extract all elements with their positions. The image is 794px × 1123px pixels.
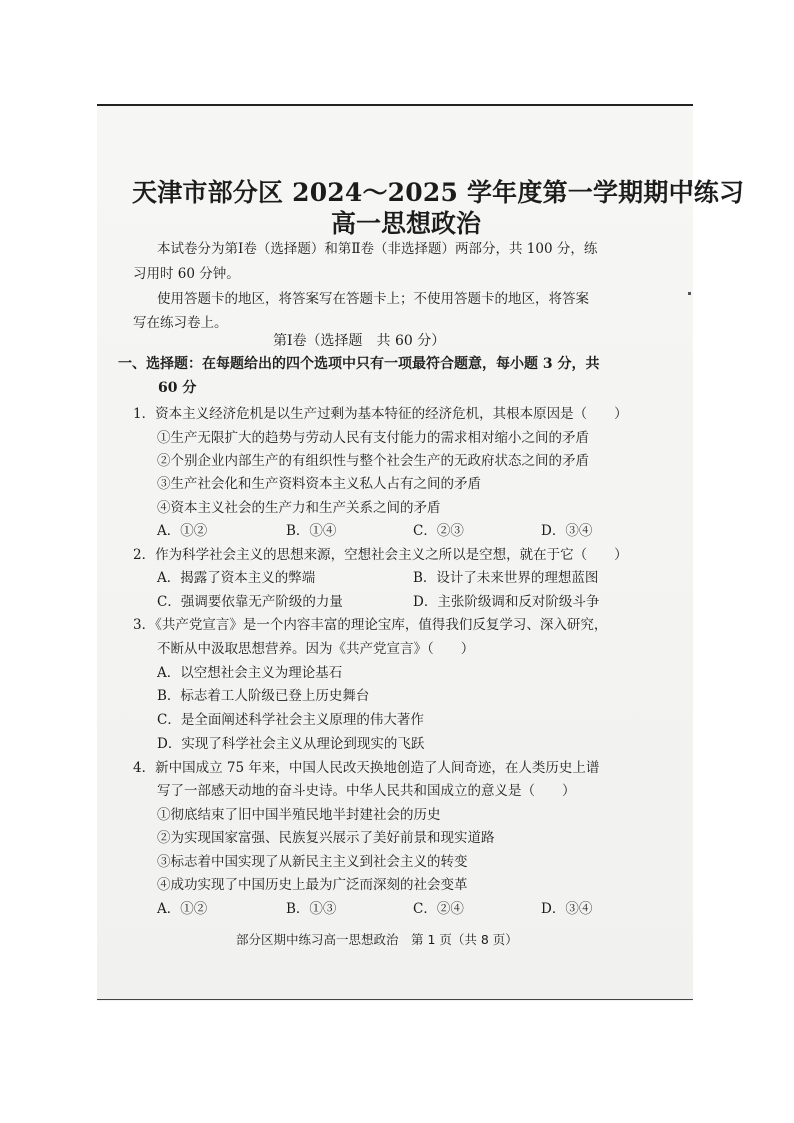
q4-option-c: C．②④ [413, 901, 464, 917]
page-footer: 部分区期中练习高一思想政治 第 1 页（共 8 页） [236, 932, 518, 947]
q1-statement-2: ②个别企业内部生产的有组织性与整个社会生产的无政府状态之间的矛盾 [157, 453, 589, 469]
q1-statement-3: ③生产社会化和生产资料资本主义私人占有之间的矛盾 [157, 476, 481, 492]
q3-option-a: A．以空想社会主义为理论基石 [157, 665, 343, 681]
q1-option-c: C．②③ [413, 523, 464, 539]
q2-option-a: A．揭露了资本主义的弊端 [157, 570, 316, 586]
exam-title: 天津市部分区 2024～2025 学年度第一学期期中练习 [132, 178, 745, 207]
intro-paragraph-2-cont: 写在练习卷上。 [133, 315, 228, 331]
q4-statement-1: ①彻底结束了旧中国半殖民地半封建社会的历史 [157, 807, 441, 823]
q4-option-b: B．①③ [286, 901, 337, 917]
q2-option-c: C．强调要依靠无产阶级的力量 [157, 594, 343, 610]
exam-subject: 高一思想政治 [331, 209, 482, 238]
q3-option-b: B．标志着工人阶级已登上历史舞台 [157, 688, 370, 704]
section-heading-cont: 60 分 [158, 380, 197, 396]
q3-stem: 3．《共产党宣言》是一个内容丰富的理论宝库，值得我们反复学习、深入研究， [133, 617, 608, 633]
q1-stem: 1．资本主义经济危机是以生产过剩为基本特征的经济危机，其根本原因是（ ） [133, 406, 628, 422]
bottom-rule [97, 999, 693, 1000]
q4-statement-2: ②为实现国家富强、民族复兴展示了美好前景和现实道路 [157, 830, 495, 846]
q1-option-b: B．①④ [286, 523, 337, 539]
q4-statement-4: ④成功实现了中国历史上最为广泛而深刻的社会变革 [157, 877, 468, 893]
section-heading: 一、选择题：在每题给出的四个选项中只有一项最符合题意，每小题 3 分，共 [118, 356, 600, 372]
q3-stem-cont: 不断从中汲取思想营养。因为《共产党宣言》（ ） [157, 641, 475, 657]
q1-statement-1: ①生产无限扩大的趋势与劳动人民有支付能力的需求相对缩小之间的矛盾 [157, 430, 589, 446]
intro-paragraph-1: 本试卷分为第Ⅰ卷（选择题）和第Ⅱ卷（非选择题）两部分，共 100 分，练 [157, 241, 598, 257]
q4-statement-3: ③标志着中国实现了从新民主主义到社会主义的转变 [157, 854, 468, 870]
q1-option-d: D．③④ [541, 523, 593, 539]
q3-option-c: C．是全面阐述科学社会主义原理的伟大著作 [157, 712, 424, 728]
q1-option-a: A．①② [157, 523, 208, 539]
part1-heading: 第Ⅰ卷（选择题 共 60 分） [273, 333, 446, 349]
top-rule [97, 104, 693, 106]
q4-stem: 4．新中国成立 75 年来，中国人民改天换地创造了人间奇迹，在人类历史上谱 [133, 760, 600, 776]
q4-option-d: D．③④ [541, 901, 593, 917]
intro-paragraph-2: 使用答题卡的地区，将答案写在答题卡上；不使用答题卡的地区，将答案 [157, 291, 589, 307]
q2-stem: 2．作为科学社会主义的思想来源，空想社会主义之所以是空想，就在于它（ ） [133, 547, 628, 563]
q4-stem-cont: 写了一部感天动地的奋斗史诗。中华人民共和国成立的意义是（ ） [157, 783, 576, 799]
q1-statement-4: ④资本主义社会的生产力和生产关系之间的矛盾 [157, 500, 441, 516]
q3-option-d: D．实现了科学社会主义从理论到现实的飞跃 [157, 736, 425, 752]
intro-paragraph-1-cont: 习用时 60 分钟。 [133, 266, 240, 282]
q4-option-a: A．①② [157, 901, 208, 917]
q2-option-d: D．主张阶级调和反对阶级斗争 [413, 594, 600, 610]
q2-option-b: B．设计了未来世界的理想蓝图 [413, 570, 599, 586]
scan-edge-mark [688, 292, 691, 295]
